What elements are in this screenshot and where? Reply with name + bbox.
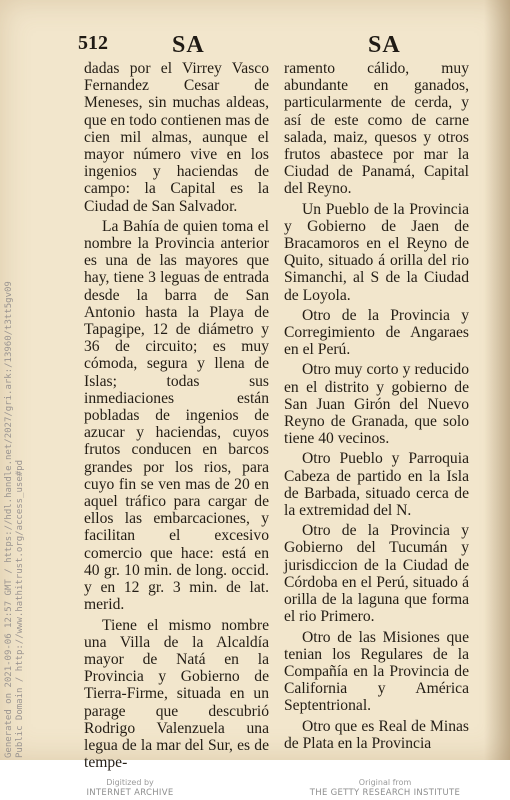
digitized-by-label: Digitized by <box>106 778 154 787</box>
paragraph: Otro muy corto y reducido en el distrito y gobierno de San Juan Girón del Nuevo Reyno de Granada, que solo tiene 40 vecinos. <box>284 361 469 448</box>
running-head-left: SA <box>172 32 205 58</box>
internet-archive-label: INTERNET ARCHIVE <box>86 788 174 798</box>
paragraph: ramento cálido, muy abundante en ganados, particularmente de cerda, y así de este como de carne salada, maiz, quesos y otros frutos abastece por mar la Ciudad de Panamá, Capital del Reyno. <box>284 60 469 198</box>
paragraph: Otro de las Misiones que tenian los Regulares de la Compañía en la Provincia de California y América Septentrional. <box>284 628 469 715</box>
paragraph: Otro Pueblo y Parroquia Cabeza de partido en la Isla de Barbada, situado cerca de la extremidad del N. <box>284 450 469 520</box>
paragraph: Otro de la Provincia y Corregimiento de Angaraes en el Perú. <box>284 306 469 359</box>
footer <box>0 778 510 800</box>
public-domain-note: Public Domain / http://www.hathitrust.org/access_use#pd <box>15 459 25 758</box>
paragraph: dadas por el Virrey Vasco Fernandez Cesar de Meneses, sin muchas aldeas, que en todo contienen mas de cien mil almas, aunque el mayor número vive en los ingenios y haciendas de campo: la Capital es la Ciudad de San Salvador. <box>84 60 269 215</box>
right-column <box>284 60 469 752</box>
paragraph: La Bahía de quien toma el nombre la Provincia anterior es una de las mayores que hay, tiene 3 leguas de entrada desde la barra de San Antonio hasta la Playa de Tapagipe, 12 de diámetro y 36 de circuito; es muy cómoda, segura y llena de Islas; todas sus inmediaciones están pobladas de ingenios de azucar y haciendas, cuyos frutos conducen en barcos grandes por los rios, para cuyo fin se ven mas de 20 en aquel tráfico para cargar de ellos las embarcaciones, y facilitan el excesivo comercio que hace: está en 40 gr. 10 min. de long. occid. y en 12 gr. 3 min. de lat. merid. <box>84 217 269 614</box>
getty-label: THE GETTY RESEARCH INSTITUTE <box>309 788 461 798</box>
generated-note: Generated on 2021-09-06 12:57 GMT / https://hdl.handle.net/2027/gri.ark:/13960/t3tt5gv09 <box>4 281 14 758</box>
paragraph: Un Pueblo de la Provincia y Gobierno de Jaen de Bracamoros en el Reyno de Quito, situado á orilla del rio Simanchi, al S de la Ciudad de Loyola. <box>284 200 469 304</box>
hathitrust-watermark <box>2 281 32 760</box>
paragraph: Tiene el mismo nombre una Villa de la Alcaldía mayor de Natá en la Provincia y Gobierno de Tierra-Firme, situada en un parage que descubrió Rodrigo Valenzuela una legua de la mar del Sur, es de tempe- <box>84 616 269 772</box>
paragraph: Otro de la Provincia y Gobierno del Tucumán y jurisdiccion de la Ciudad de Córdoba en el Perú, situado á orilla de la laguna que forma el rio Primero. <box>284 522 469 626</box>
original-from-label: Original from <box>358 778 412 787</box>
page-number: 512 <box>78 32 108 54</box>
digitized-by-block <box>60 778 200 798</box>
running-head-right: SA <box>368 32 401 58</box>
paragraph: Otro que es Real de Minas de Plata en la Provincia <box>284 717 469 752</box>
left-column <box>84 60 269 771</box>
page-edge-shadow <box>484 0 510 760</box>
original-from-block <box>300 778 470 798</box>
